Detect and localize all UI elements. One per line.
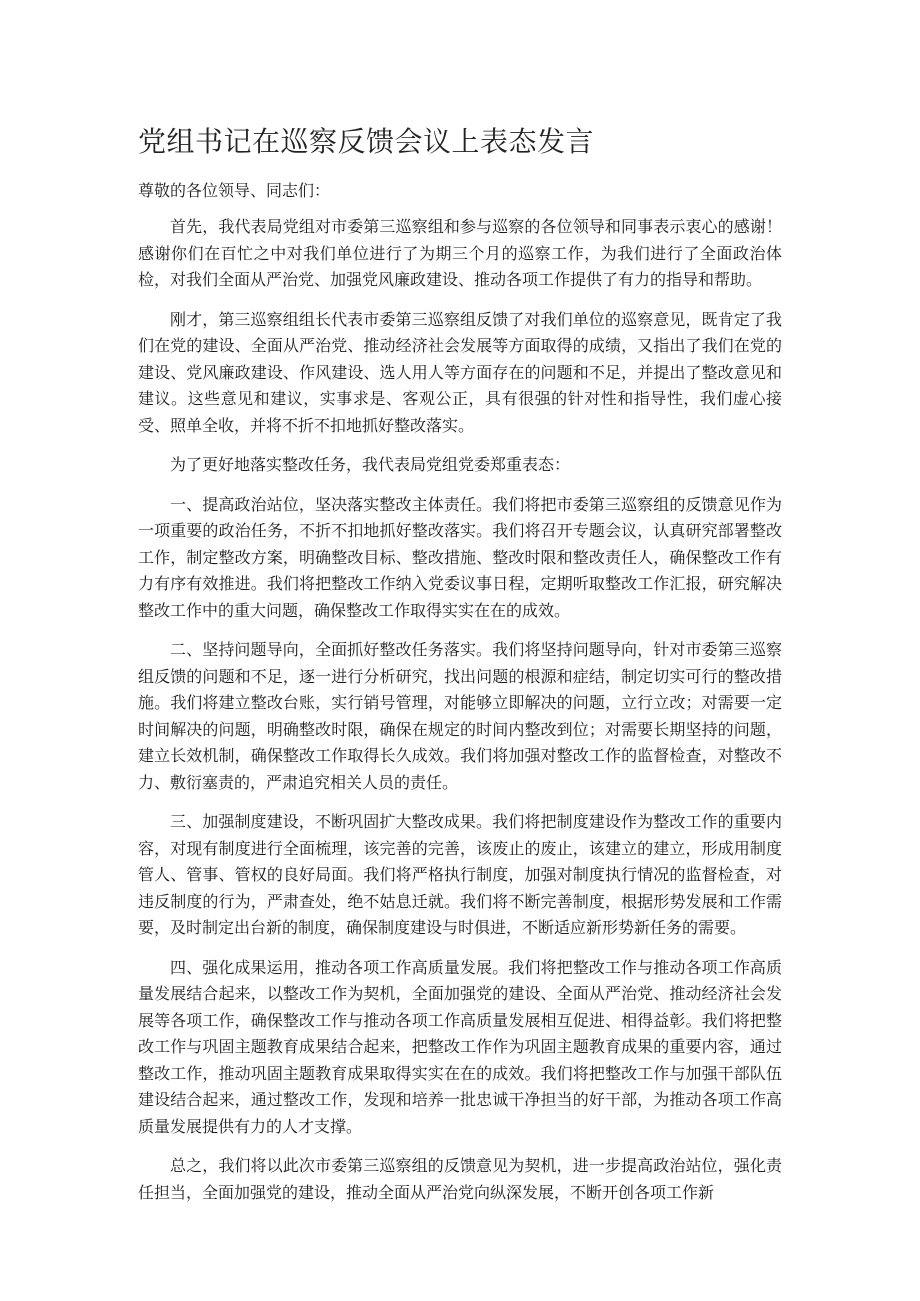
paragraph-4: 一、提高政治站位，坚决落实整改主体责任。我们将把市委第三巡察组的反馈意见作为一项重要的政治任务，不折不扣地抓好整改落实。我们将召开专题会议，认真研究部署整改工作，制定整改方案，明确整改目标、整改措施、整改时限和整改责任人，确保整改工作有力有序有效推进。我们将把整改工作纳入党委议事日程，定期听取整改工作汇报，研究解决整改工作中的重大问题，确保整改工作取得实实在在的成效。	[138, 494, 782, 620]
paragraph-8: 总之，我们将以此次市委第三巡察组的反馈意见为契机，进一步提高政治站位，强化责任担当，全面加强党的建设，推动全面从严治党向纵深发展，不断开创各项工作新	[138, 1156, 782, 1202]
paragraph-2: 刚才，第三巡察组组长代表市委第三巡察组反馈了对我们单位的巡察意见，既肯定了我们在党的建设、全面从严治党、推动经济社会发展等方面取得的成绩，又指出了我们在党的建设、党风廉政建设、作风建设、选人用人等方面存在的问题和不足，并提出了整改意见和建议。这些意见和建议，实事求是、客观公正，具有很强的针对性和指导性，我们虚心接受、照单全收，并将不折不扣地抓好整改落实。	[138, 309, 782, 435]
document-title: 党组书记在巡察反馈会议上表态发言	[138, 125, 595, 158]
paragraph-6: 三、加强制度建设，不断巩固扩大整改成果。我们将把制度建设作为整改工作的重要内容，对现有制度进行全面梳理，该完善的完善，该废止的废止，该建立的建立，形成用制度管人、管事、管权的良好局面。我们将严格执行制度，加强对制度执行情况的监督检查，对违反制度的行为，严肃查处，绝不姑息迁就。我们将不断完善制度，根据形势发展和工作需要，及时制定出台新的制度，确保制度建设与时俱进，不断适应新形势新任务的需要。	[138, 812, 782, 937]
paragraph-3: 为了更好地落实整改任务，我代表局党组党委郑重表态：	[170, 455, 571, 474]
paragraph-7: 四、强化成果运用，推动各项工作高质量发展。我们将把整改工作与推动各项工作高质量发展结合起来，以整改工作为契机，全面加强党的建设、全面从严治党、推动经济社会发展等各项工作，确保整改工作与推动各项工作高质量发展相互促进、相得益彰。我们将把整改工作与巩固主题教育成果结合起来，把整改工作作为巩固主题教育成果的重要内容，通过整改工作，推动巩固主题教育成果取得实实在在的成效。我们将把整改工作与加强干部队伍建设结合起来，通过整改工作，发现和培养一批忠诚干净担当的好干部，为推动各项工作高质量发展提供有力的人才支撑。	[138, 957, 782, 1136]
paragraph-1: 首先，我代表局党组对市委第三巡察组和参与巡察的各位领导和同事表示衷心的感谢！感谢你们在百忙之中对我们单位进行了为期三个月的巡察工作，为我们进行了全面政治体检，对我们全面从严治党、加强党风廉政建设、推动各项工作提供了有力的指导和帮助。	[138, 217, 782, 289]
salutation: 尊敬的各位领导、同志们：	[138, 181, 331, 200]
paragraph-5: 二、坚持问题导向，全面抓好整改任务落实。我们将坚持问题导向，针对市委第三巡察组反馈的问题和不足，逐一进行分析研究，找出问题的根源和症结，制定切实可行的整改措施。我们将建立整改台账，实行销号管理，对能够立即解决的问题，立行立改；对需要一定时间解决的问题，明确整改时限，确保在规定的时间内整改到位；对需要长期坚持的问题，建立长效机制，确保整改工作取得长久成效。我们将加强对整改工作的监督检查，对整改不力、敷衍塞责的，严肃追究相关人员的责任。	[138, 640, 782, 792]
